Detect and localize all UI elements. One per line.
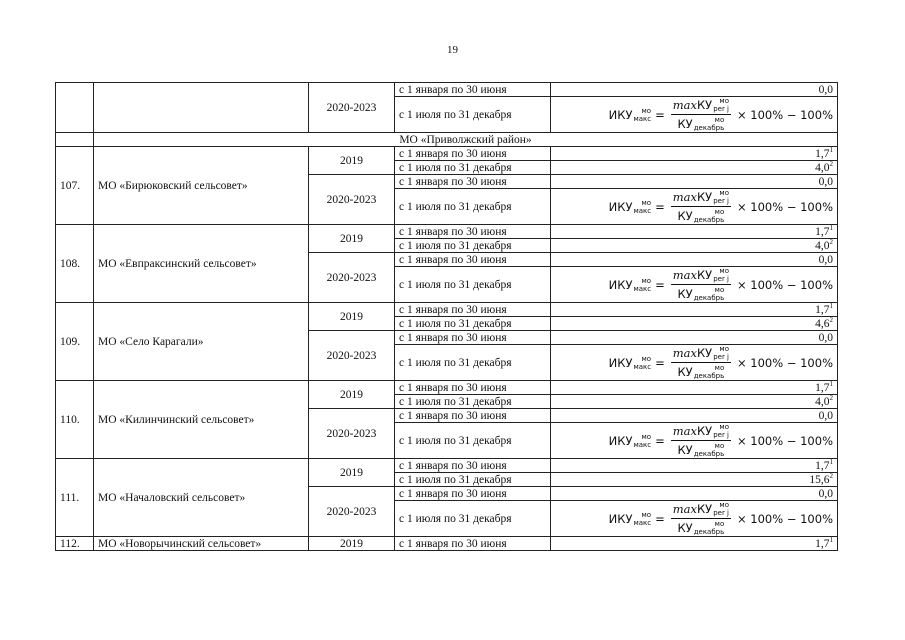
num-cell: 111.	[56, 459, 94, 537]
value-cell	[551, 147, 838, 161]
formula-fraction: max КУ мо per j КУ мо декабрь	[672, 267, 729, 302]
value-cell	[551, 473, 838, 487]
period-cell: с 1 июля по 31 декабря	[395, 423, 551, 459]
num-cell	[56, 83, 94, 133]
num-cell: 109.	[56, 303, 94, 381]
value-cell	[551, 317, 838, 331]
value-cell	[551, 459, 838, 473]
period-cell: с 1 июля по 31 декабря	[395, 239, 551, 253]
table-body	[56, 83, 838, 551]
footnote-mark: 1	[829, 224, 833, 232]
mo-name-cell: МО «Килинчинский сельсовет»	[94, 381, 309, 459]
period-cell: с 1 января по 30 июня	[395, 537, 551, 551]
period-cell: с 1 января по 30 июня	[395, 83, 551, 97]
index-formula: ИКУ мо макс = max КУ мо per j КУ мо декабрь × 100% − 100%	[608, 189, 833, 224]
value-cell	[551, 537, 838, 551]
index-formula: ИКУ мо макс = max КУ мо per j КУ мо декабрь × 100% − 100%	[608, 97, 833, 132]
value-cell	[551, 239, 838, 253]
footnote-mark: 1	[829, 380, 833, 388]
formula-lhs: ИКУ	[608, 355, 633, 370]
period-cell: с 1 июля по 31 декабря	[395, 97, 551, 133]
formula-fraction: max КУ мо per j КУ мо декабрь	[672, 423, 729, 458]
footnote-mark: 2	[829, 238, 833, 246]
value-text: 4,0	[815, 395, 830, 408]
year-cell: 2020-2023	[309, 331, 395, 381]
value-cell	[551, 381, 838, 395]
period-cell: с 1 января по 30 июня	[395, 459, 551, 473]
index-formula: ИКУ мо макс = max КУ мо per j КУ мо декабрь × 100% − 100%	[608, 423, 833, 458]
value-text: 15,6	[809, 473, 830, 486]
formula-fraction: max КУ мо per j КУ мо декабрь	[672, 189, 729, 224]
formula-cell	[551, 501, 838, 537]
period-cell: с 1 июля по 31 декабря	[395, 189, 551, 225]
value-text: 0,0	[818, 253, 833, 266]
period-cell: с 1 января по 30 июня	[395, 303, 551, 317]
formula-cell	[551, 267, 838, 303]
period-cell: с 1 июля по 31 декабря	[395, 473, 551, 487]
period-cell: с 1 июля по 31 декабря	[395, 395, 551, 409]
year-cell: 2020-2023	[309, 253, 395, 303]
formula-lhs: ИКУ	[608, 511, 633, 526]
value-cell	[551, 487, 838, 501]
year-cell: 2019	[309, 147, 395, 175]
table-row	[56, 225, 838, 239]
value-text: 1,7	[815, 381, 830, 394]
value-cell: 0,0	[551, 83, 838, 97]
footnote-mark: 2	[829, 316, 833, 324]
formula-lhs: ИКУ	[608, 433, 633, 448]
period-cell: с 1 января по 30 июня	[395, 331, 551, 345]
num-cell: 108.	[56, 225, 94, 303]
value-text: 1,7	[815, 459, 830, 472]
footnote-mark: 1	[829, 302, 833, 310]
table-row	[56, 133, 838, 147]
value-cell	[551, 253, 838, 267]
period-cell: с 1 июля по 31 декабря	[395, 161, 551, 175]
period-cell: с 1 января по 30 июня	[395, 409, 551, 423]
footnote-mark: 2	[829, 394, 833, 402]
period-cell: с 1 января по 30 июня	[395, 225, 551, 239]
period-cell: с 1 января по 30 июня	[395, 147, 551, 161]
formula-lhs: ИКУ	[608, 107, 633, 122]
period-cell: с 1 июля по 31 декабря	[395, 317, 551, 331]
value-cell	[551, 175, 838, 189]
year-cell: 2019	[309, 459, 395, 487]
table-row	[56, 459, 838, 473]
footnote-mark: 2	[829, 472, 833, 480]
value-text: 1,7	[815, 225, 830, 238]
footnote-mark: 1	[829, 458, 833, 466]
year-cell: 2020-2023	[309, 175, 395, 225]
table-row	[56, 303, 838, 317]
value-cell	[551, 395, 838, 409]
period-cell: с 1 июля по 31 декабря	[395, 501, 551, 537]
value-text: 1,7	[815, 147, 830, 160]
mo-name-cell: МО «Новорычинский сельсовет»	[94, 537, 309, 551]
period-cell: с 1 июля по 31 декабря	[395, 267, 551, 303]
value-cell	[551, 161, 838, 175]
num-cell: 107.	[56, 147, 94, 225]
year-cell: 2020-2023	[309, 409, 395, 459]
value-text: 1,7	[815, 537, 830, 550]
formula-cell	[551, 97, 838, 133]
year-cell: 2019	[309, 537, 395, 551]
mo-name-cell: МО «Евпраксинский сельсовет»	[94, 225, 309, 303]
mo-name-cell: МО «Село Карагали»	[94, 303, 309, 381]
value-text: 4,0	[815, 239, 830, 252]
mo-name-cell: МО «Бирюковский сельсовет»	[94, 147, 309, 225]
index-formula: ИКУ мо макс = max КУ мо per j КУ мо декабрь × 100% − 100%	[608, 501, 833, 536]
formula-fraction: max КУ мо per j КУ мо декабрь	[672, 345, 729, 380]
period-cell: с 1 января по 30 июня	[395, 381, 551, 395]
num-cell	[56, 133, 94, 147]
index-formula: ИКУ мо макс = max КУ мо per j КУ мо декабрь × 100% − 100%	[608, 267, 833, 302]
value-cell	[551, 331, 838, 345]
value-text: 0,0	[818, 409, 833, 422]
year-cell: 2019	[309, 225, 395, 253]
formula-cell	[551, 345, 838, 381]
formula-cell	[551, 189, 838, 225]
value-text: 0,0	[818, 331, 833, 344]
value-text: 1,7	[815, 303, 830, 316]
formula-fraction: max КУ мо per j КУ мо декабрь	[672, 97, 729, 132]
footnote-mark: 1	[829, 146, 833, 154]
value-text: 4,6	[815, 317, 830, 330]
period-cell: с 1 января по 30 июня	[395, 253, 551, 267]
table-row	[56, 381, 838, 395]
value-text: 0,0	[818, 487, 833, 500]
num-cell: 110.	[56, 381, 94, 459]
mo-name-cell: МО «Началовский сельсовет»	[94, 459, 309, 537]
table-row	[56, 83, 838, 97]
year-cell: 2019	[309, 303, 395, 331]
table-row	[56, 147, 838, 161]
value-cell	[551, 409, 838, 423]
table-row	[56, 537, 838, 551]
region-title: МО «Приволжский район»	[94, 133, 838, 147]
period-cell: с 1 января по 30 июня	[395, 175, 551, 189]
value-text: 4,0	[815, 161, 830, 174]
year-cell: 2020-2023	[309, 487, 395, 537]
period-cell: с 1 июля по 31 декабря	[395, 345, 551, 381]
mo-cell	[94, 83, 309, 133]
value-text: 0,0	[818, 175, 833, 188]
num-cell: 112.	[56, 537, 94, 551]
formula-cell	[551, 423, 838, 459]
page-number: 19	[447, 44, 458, 56]
year-cell: 2019	[309, 381, 395, 409]
tariff-table	[55, 82, 838, 551]
footnote-mark: 2	[829, 160, 833, 168]
footnote-mark: 1	[829, 536, 833, 544]
index-formula: ИКУ мо макс = max КУ мо per j КУ мо декабрь × 100% − 100%	[608, 345, 833, 380]
formula-lhs: ИКУ	[608, 277, 633, 292]
period-cell: с 1 января по 30 июня	[395, 487, 551, 501]
year-cell: 2020-2023	[309, 83, 395, 133]
formula-fraction: max КУ мо per j КУ мо декабрь	[672, 501, 729, 536]
value-cell	[551, 225, 838, 239]
value-cell	[551, 303, 838, 317]
formula-lhs: ИКУ	[608, 199, 633, 214]
